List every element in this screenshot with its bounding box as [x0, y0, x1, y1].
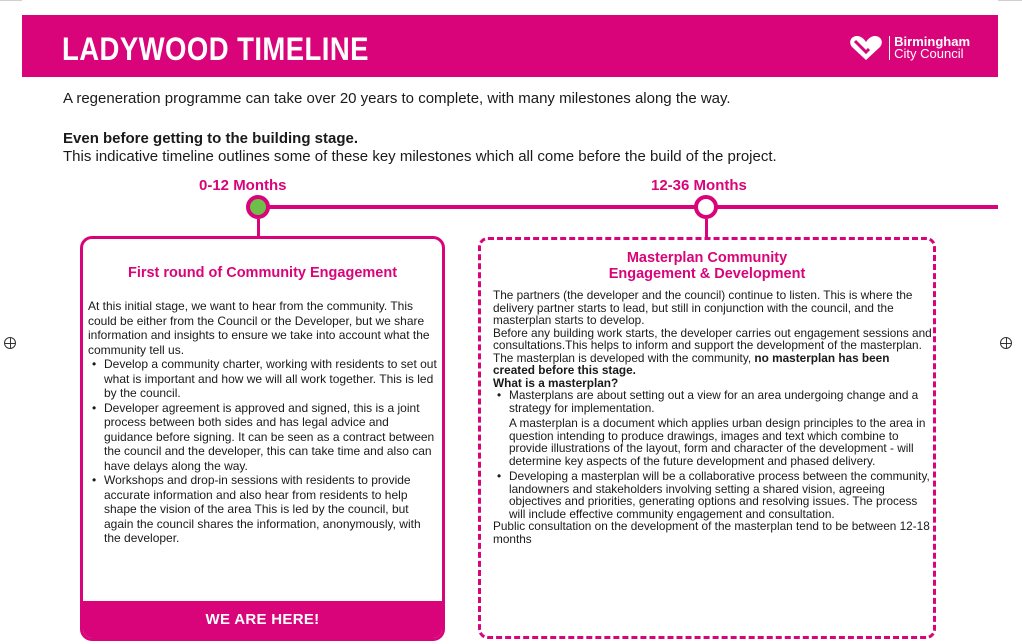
timeline-node-next[interactable]	[694, 195, 718, 219]
stage-2-para-3	[493, 352, 933, 377]
list-item-extra: A masterplan is a document which applies urban design principles to the area in question intending to produce drawings, images and text which combine to provide illustrations of the layout, form and character of the development - will determine key aspects of the future development and phased delivery.	[509, 416, 926, 468]
council-logo[interactable]	[849, 35, 970, 61]
intro-text: A regeneration programme can take over 20 years to complete, with many milestones along the way.	[63, 90, 731, 107]
timeline-stage-2-label: 12-36 Months	[651, 177, 747, 194]
list-item: • Developing a masterplan will be a collaborative process between the community, landowners and stakeholders involving setting a shared vision, agreeing objectives and priorities, generating options and resolving issues. The process will include effective community engagement and consultation.	[493, 470, 933, 520]
stage-2-title-line-1: Masterplan Community	[626, 250, 788, 266]
stage-2-body	[493, 289, 933, 545]
registration-mark-right	[1000, 337, 1012, 349]
subheading-text: This indicative timeline outlines some of these key milestones which all come before the build of the project.	[63, 148, 777, 165]
masterplan-question: What is a masterplan?	[493, 375, 619, 390]
stage-2-title	[481, 250, 933, 282]
list-item: • Workshops and drop-in sessions with residents to provide accurate information and also hear from residents to help shape the vision of the area This is led by the council, but again the council shares the information, anonymously, with the developer.	[88, 473, 438, 546]
stage-2-para-2: Before any building work starts, the developer carries out engagement sessions and consultations.This helps to inform and support the development of the masterplan.	[493, 325, 932, 352]
timeline-stem-1	[257, 219, 260, 237]
logo-text	[894, 36, 970, 60]
stage-2-para-3-bold: no masterplan has been created before this stage.	[493, 350, 890, 377]
page-header	[22, 15, 998, 77]
timeline-node-current[interactable]	[246, 195, 270, 219]
stage-2-closing: Public consultation on the development of the masterplan tend to be between 12-18 months	[493, 519, 930, 546]
stage-1-title: First round of Community Engagement	[127, 265, 398, 281]
list-item	[493, 389, 933, 467]
stage-1-card	[80, 236, 445, 641]
registration-mark-left	[4, 337, 16, 349]
heart-logo-icon	[849, 35, 883, 61]
stage-1-list	[88, 357, 438, 546]
stage-1-body	[88, 299, 438, 546]
stage-2-para-3-start: The masterplan is developed with the community,	[493, 350, 755, 365]
list-item: • Develop a community charter, working with residents to set out what is important and how we will all work together. This is led by the council.	[88, 357, 438, 401]
logo-line-1: Birmingham	[894, 34, 970, 49]
timeline-stem-2	[705, 219, 708, 237]
logo-divider	[889, 36, 890, 60]
list-item: • Developer agreement is approved and signed, this is a joint process between both sides and has legal advice and guidance before signing. It can be seen as a contract between the council and the developer, this can take time and also can have delays along the way.	[88, 401, 438, 474]
subheading: Even before getting to the building stage.	[63, 130, 359, 147]
page-top-rule	[0, 0, 1022, 1]
stage-1-intro: At this initial stage, we want to hear from the community. This could be either from the Council or the Developer, but we share information and insights to ensure we take into account what the community tell us.	[88, 299, 430, 357]
page-title: LADYWOOD TIMELINE	[62, 31, 369, 67]
timeline-stage-1-label: 0-12 Months	[199, 177, 287, 194]
list-item-text: • Masterplans are about setting out a view for an area undergoing change and a strategy for implementation.	[509, 388, 919, 415]
we-are-here-banner: WE ARE HERE!	[83, 601, 442, 638]
stage-2-list	[493, 389, 933, 520]
stage-2-para-1: The partners (the developer and the council) continue to listen. This is where the delivery partner starts to lead, but still in conjunction with the council, and the masterplan starts to develop.	[493, 288, 913, 327]
logo-line-2: City Council	[894, 46, 964, 61]
stage-2-title-line-2: Engagement & Development	[608, 266, 806, 282]
stage-2-card	[478, 237, 936, 639]
timeline-track	[258, 205, 998, 209]
